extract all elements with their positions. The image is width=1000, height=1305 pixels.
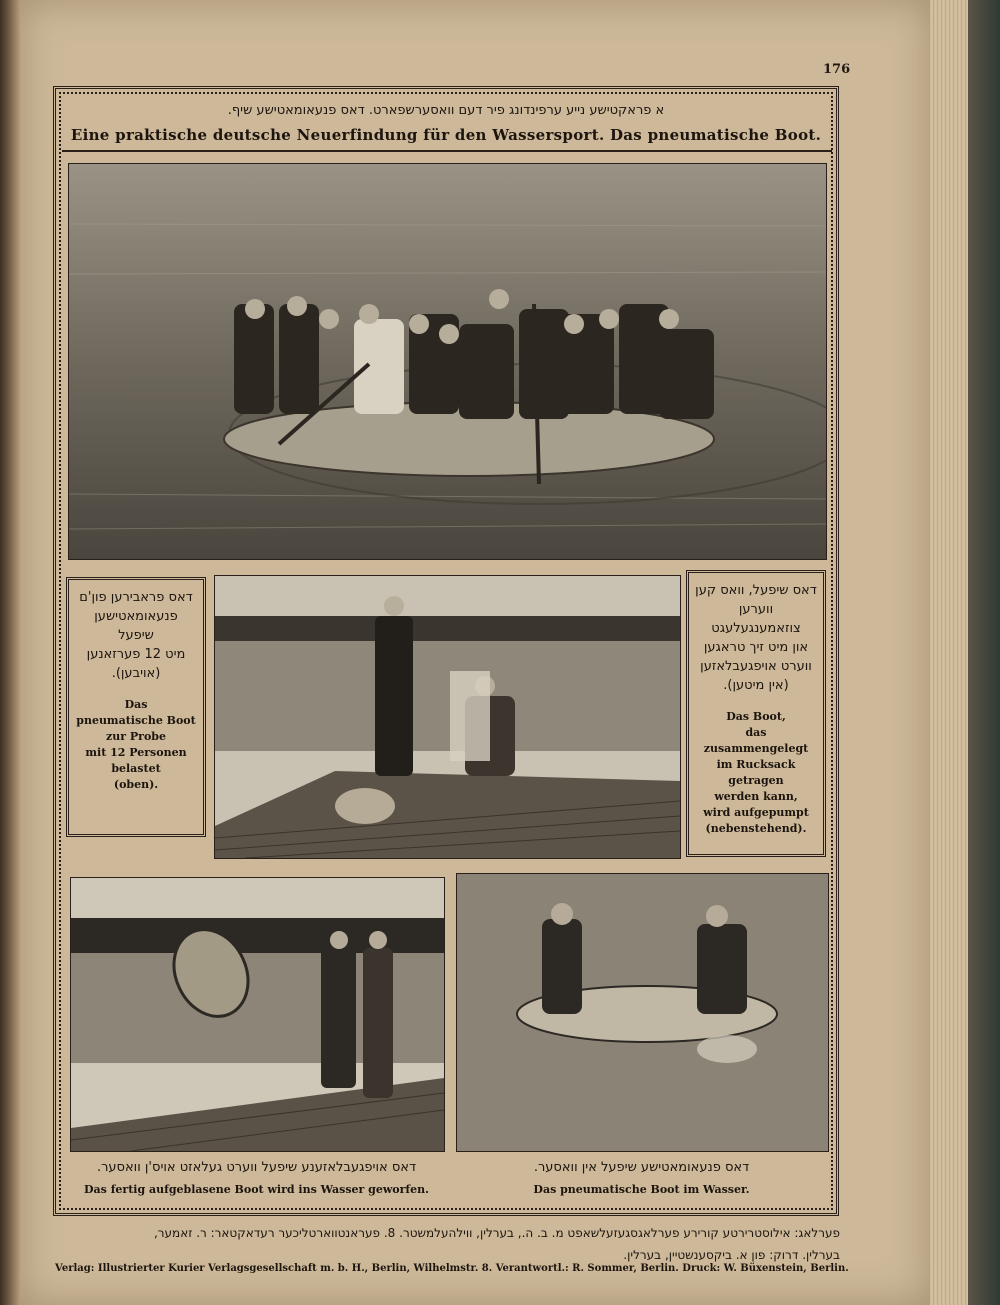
- caption-line: ווערען צוזאמענגעלעגט: [711, 602, 801, 636]
- caption-right-german: [695, 709, 817, 837]
- caption-bottom-right: [456, 1160, 827, 1196]
- caption-left-box: [66, 577, 206, 837]
- caption-line: און מיט זיך טראגען: [703, 640, 809, 655]
- caption-bottom-left-yiddish: דאס אויפגעבלאזענע שיפעל ווערט געלאזט אויס'ן וואסער.: [96, 1160, 417, 1175]
- imprint-yiddish-line: בערלין. דרוק: פון א. ביקסענשטיין, בערלין.: [623, 1248, 840, 1262]
- caption-bottom-left: [70, 1160, 443, 1196]
- caption-left-yiddish: [75, 588, 197, 683]
- photo-boat-with-twelve-persons: [68, 163, 827, 560]
- caption-line: (oben).: [113, 778, 159, 791]
- imprint-yiddish: [60, 1222, 840, 1266]
- photo-boat-thrown-into-water: [70, 877, 445, 1152]
- caption-line: wird aufgepumpt: [703, 806, 809, 819]
- book-spine-left: [0, 0, 20, 1305]
- title-divider: [62, 150, 832, 152]
- caption-line: pneumatische Boot: [76, 714, 196, 727]
- caption-right-yiddish: [695, 581, 817, 695]
- caption-line: דאס פראבירען פון'ם: [79, 590, 193, 605]
- caption-line: werden kann,: [714, 790, 798, 803]
- title-german: Eine praktische deutsche Neuerfindung für den Wassersport. Das pneumatische Boot.: [70, 126, 822, 144]
- caption-line: zur Probe: [106, 730, 166, 743]
- caption-line: ווערט אויפגעבלאזען: [700, 659, 812, 674]
- caption-right-box: [686, 570, 826, 857]
- caption-line: מיט 12 פערזאנען: [86, 647, 186, 662]
- page-number: 176: [823, 62, 851, 77]
- imprint-yiddish-line: פערלאג: אילוסטרירטע קורירע פערלאגסגעזעלשאפט מ. ב. ה., בערלין, ווילהעלמשטר. 8. פעראנטווארטליכער רעדאקטאר: ר. זאמער,: [153, 1226, 840, 1240]
- caption-line: im Rucksack getragen: [716, 758, 796, 787]
- caption-line: belastet: [111, 762, 161, 775]
- title-yiddish: א פראקטישע נייע ערפינדונג פיר דעם וואסערשפארט. דאס פנעאומאטישע שיף.: [227, 103, 665, 118]
- photo-boat-being-inflated: [214, 575, 681, 859]
- photo-boat-in-water: [456, 873, 829, 1152]
- caption-line: דאס שיפעל, וואס קען: [695, 583, 817, 598]
- book-cover-edge: [968, 0, 1000, 1305]
- caption-bottom-right-german: Das pneumatische Boot im Wasser.: [533, 1183, 750, 1196]
- caption-bottom-left-german: Das fertig aufgeblasene Boot wird ins Wasser geworfen.: [84, 1183, 429, 1196]
- imprint-german: Verlag: Illustrierter Kurier Verlagsgesellschaft m. b. H., Berlin, Wilhelmstr. 8. Verantwortl.: R. Sommer, Berlin. Druck: W. Büxenstein, Berlin.: [55, 1263, 849, 1274]
- caption-line: (אויבען).: [111, 666, 161, 681]
- caption-line: (אין מיטען).: [723, 678, 789, 693]
- caption-line: Das: [124, 698, 148, 711]
- caption-left-german: [75, 697, 197, 793]
- caption-line: פנעאומאטישען שיפעל: [94, 609, 178, 643]
- caption-line: (nebenstehend).: [705, 822, 807, 835]
- caption-line: mit 12 Personen: [85, 746, 187, 759]
- caption-bottom-right-yiddish: דאס פנעאומאטישע שיפעל אין וואסער.: [533, 1160, 750, 1175]
- caption-line: das zusammengelegt: [703, 726, 809, 755]
- caption-line: Das Boot,: [726, 710, 786, 723]
